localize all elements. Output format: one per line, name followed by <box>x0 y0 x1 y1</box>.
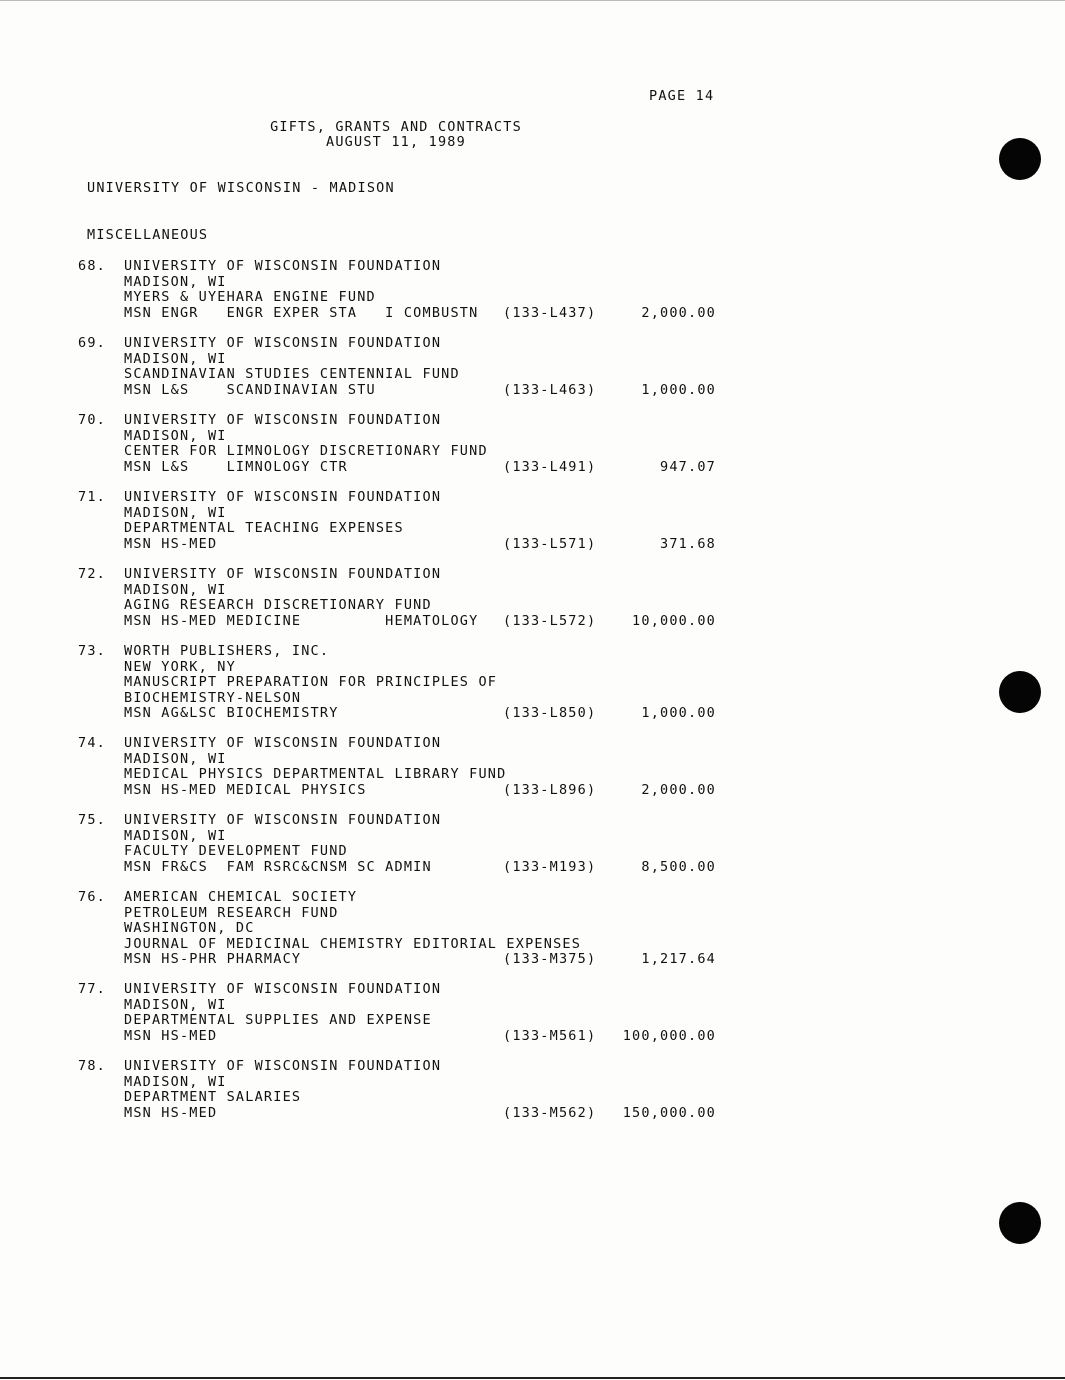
amount: 1,217.64 <box>641 951 716 967</box>
institution-heading: UNIVERSITY OF WISCONSIN - MADISON <box>87 180 395 196</box>
entry-line: UNIVERSITY OF WISCONSIN FOUNDATION <box>124 812 442 828</box>
top-edge-line <box>0 0 1065 1</box>
entry-number: 72. <box>78 566 106 582</box>
entry-description <box>124 413 488 475</box>
entry-description <box>124 813 441 875</box>
account-code: (133-L491) <box>503 458 597 475</box>
entry-line: UNIVERSITY OF WISCONSIN FOUNDATION <box>124 489 442 505</box>
punch-hole-top <box>999 138 1041 180</box>
entry-number: 76. <box>78 889 106 905</box>
entry-line: SCANDINAVIAN STUDIES CENTENNIAL FUND <box>124 366 460 382</box>
entry-line: DEPARTMENTAL SUPPLIES AND EXPENSE <box>124 1012 432 1028</box>
entry-line: WORTH PUBLISHERS, INC. <box>124 643 330 659</box>
entry-line: UNIVERSITY OF WISCONSIN FOUNDATION <box>124 258 442 274</box>
entry-description <box>124 490 441 552</box>
entry-line: MSN HS-PHR PHARMACY <box>124 951 302 967</box>
entry-number: 68. <box>78 258 106 274</box>
entry-line: MSN HS-MED MEDICAL PHYSICS <box>124 781 367 798</box>
entry-number: 73. <box>78 643 106 659</box>
entry-number: 69. <box>78 335 106 351</box>
entry-description <box>124 567 478 629</box>
entry-line: MSN HS-MED <box>124 1027 218 1044</box>
entry-description <box>124 644 497 722</box>
entry-line: UNIVERSITY OF WISCONSIN FOUNDATION <box>124 981 442 997</box>
amount: 2,000.00 <box>641 304 716 321</box>
entry-line: MADISON, WI <box>124 750 227 767</box>
section-heading: MISCELLANEOUS <box>87 227 209 243</box>
entry-line: FACULTY DEVELOPMENT FUND <box>124 843 348 859</box>
entry-line: MADISON, WI <box>124 504 227 521</box>
entry-line: MSN HS-MED <box>124 1104 218 1121</box>
amount: 8,500.00 <box>641 858 716 875</box>
entry-line: MEDICAL PHYSICS DEPARTMENTAL LIBRARY FUND <box>124 766 507 782</box>
entry-line: AMERICAN CHEMICAL SOCIETY <box>124 889 358 905</box>
entry-line: MSN HS-MED MEDICINE HEMATOLOGY <box>124 612 479 629</box>
entry-line: MSN HS-MED <box>124 535 218 552</box>
entry-line: DEPARTMENTAL TEACHING EXPENSES <box>124 520 404 536</box>
account-code: (133-L463) <box>503 381 597 398</box>
account-code: (133-L896) <box>503 781 597 798</box>
bottom-edge-line <box>0 1377 1065 1379</box>
entry-line: UNIVERSITY OF WISCONSIN FOUNDATION <box>124 335 442 351</box>
entry-line: MYERS & UYEHARA ENGINE FUND <box>124 289 376 305</box>
entry-line: MADISON, WI <box>124 827 227 844</box>
entry-number: 77. <box>78 981 106 997</box>
entry-line: MADISON, WI <box>124 996 227 1013</box>
amount: 371.68 <box>660 535 716 552</box>
entry-number: 75. <box>78 812 106 828</box>
entry-line: NEW YORK, NY <box>124 658 236 675</box>
amount: 150,000.00 <box>622 1104 716 1121</box>
entry-number: 78. <box>78 1058 106 1074</box>
entry-line: MSN FR&CS FAM RSRC&CNSM SC ADMIN <box>124 858 432 875</box>
entry-line: UNIVERSITY OF WISCONSIN FOUNDATION <box>124 1058 442 1074</box>
entry-line: MADISON, WI <box>124 350 227 367</box>
account-code: (133-L572) <box>503 612 597 629</box>
report-date: AUGUST 11, 1989 <box>326 134 466 150</box>
entry-number: 70. <box>78 412 106 428</box>
entry-number: 74. <box>78 735 106 751</box>
punch-hole-middle <box>999 671 1041 713</box>
entry-description <box>124 982 441 1044</box>
entry-line: PETROLEUM RESEARCH FUND <box>124 904 339 921</box>
entry-description <box>124 259 478 321</box>
entry-line: MSN L&S SCANDINAVIAN STU <box>124 381 376 398</box>
entry-line: UNIVERSITY OF WISCONSIN FOUNDATION <box>124 412 442 428</box>
amount: 10,000.00 <box>632 612 716 629</box>
entry-line: UNIVERSITY OF WISCONSIN FOUNDATION <box>124 735 442 751</box>
amount: 947.07 <box>660 458 716 475</box>
entry-description <box>124 336 460 398</box>
amount: 1,000.00 <box>641 705 716 721</box>
entry-line: MADISON, WI <box>124 581 227 598</box>
punch-hole-bottom <box>999 1202 1041 1244</box>
account-code: (133-L571) <box>503 535 597 552</box>
amount: 2,000.00 <box>641 781 716 798</box>
entry-line: DEPARTMENT SALARIES <box>124 1089 302 1105</box>
account-code: (133-M193) <box>503 858 597 875</box>
entry-description <box>124 736 506 798</box>
account-code: (133-M375) <box>503 951 597 967</box>
entry-number: 71. <box>78 489 106 505</box>
entry-line: BIOCHEMISTRY-NELSON <box>124 689 302 706</box>
entry-line: MADISON, WI <box>124 273 227 290</box>
entry-line: MSN L&S LIMNOLOGY CTR <box>124 458 348 475</box>
account-code: (133-L850) <box>503 705 597 721</box>
page-number: PAGE 14 <box>649 88 715 104</box>
entry-line: AGING RESEARCH DISCRETIONARY FUND <box>124 597 432 613</box>
entry-line: CENTER FOR LIMNOLOGY DISCRETIONARY FUND <box>124 443 488 459</box>
account-code: (133-L437) <box>503 304 597 321</box>
report-title: GIFTS, GRANTS AND CONTRACTS <box>270 119 522 135</box>
entry-line: WASHINGTON, DC <box>124 920 255 936</box>
entry-line: JOURNAL OF MEDICINAL CHEMISTRY EDITORIAL EXPENSES <box>124 935 582 952</box>
entry-line: MADISON, WI <box>124 1073 227 1090</box>
account-code: (133-M562) <box>503 1104 597 1121</box>
entry-description <box>124 1059 441 1121</box>
entry-line: MSN AG&LSC BIOCHEMISTRY <box>124 705 339 721</box>
account-code: (133-M561) <box>503 1027 597 1044</box>
amount: 1,000.00 <box>641 381 716 398</box>
entry-line: UNIVERSITY OF WISCONSIN FOUNDATION <box>124 566 442 582</box>
amount: 100,000.00 <box>622 1027 716 1044</box>
entry-line: MANUSCRIPT PREPARATION FOR PRINCIPLES OF <box>124 674 498 690</box>
entry-line: MADISON, WI <box>124 427 227 444</box>
entry-line: MSN ENGR ENGR EXPER STA I COMBUSTN <box>124 304 479 321</box>
